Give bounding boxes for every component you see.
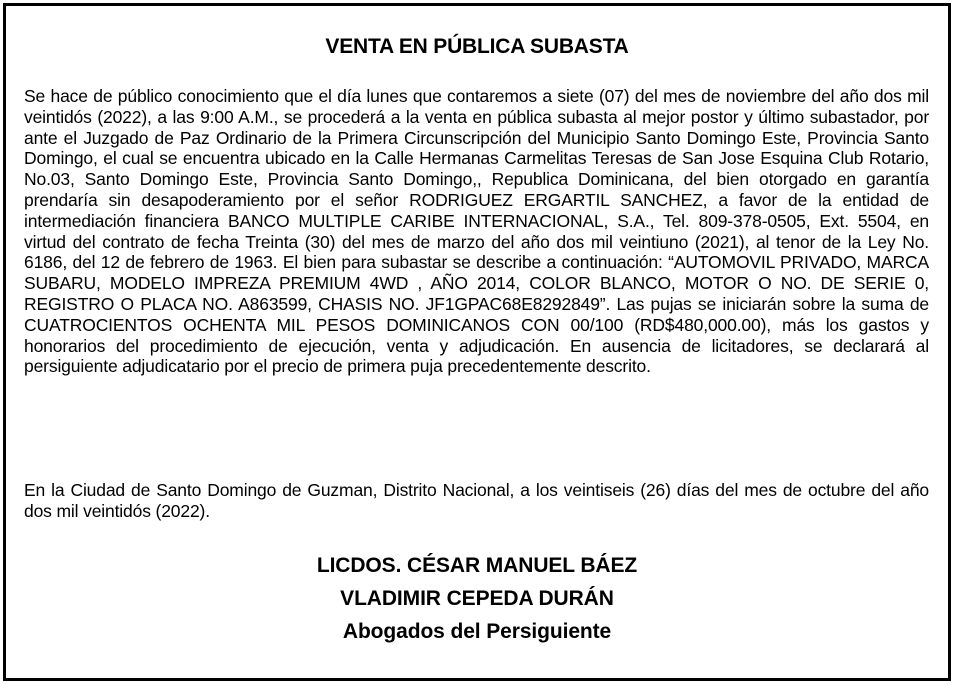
signature-lawyers-line-2: VLADIMIR CEPEDA DURÁN [340, 587, 614, 610]
auction-notice [3, 3, 951, 681]
signature-role: Abogados del Persiguiente [342, 620, 612, 643]
signature-block [6, 549, 948, 648]
notice-body-paragraph: Se hace de público conocimiento que el día lunes que contaremos a siete (07) del mes de noviembre del año dos mil veintidós (2022), a las 9:00 A.M., se procederá a la venta en pública subasta al mejor postor y último subastador, por ante el Juzgado de Paz Ordinario de la Primera Circunscripción del Municipio Santo Domingo Este, Provincia Santo Domingo, el cual se encuentra ubicado en la Calle Hermanas Carmelitas Teresas de San Jose Esquina Club Rotario, No.03, Santo Domingo Este, Provincia Santo Domingo,, Republica Dominicana, del bien otorgado en garantía prendaría sin desapoderamiento por el señor RODRIGUEZ ERGARTIL SANCHEZ, a favor de la entidad de intermediación financiera BANCO MULTIPLE CARIBE INTERNACIONAL, S.A., Tel. 809-378-0505, Ext. 5504, en virtud del contrato de fecha Treinta (30) del mes de marzo del año dos mil veintiuno (2021), al tenor de la Ley No. 6186, del 12 de febrero de 1963. El bien para subastar se describe a continuación: “AUTOMOVIL PRIVADO, MARCA SUBARU, MODELO IMPREZA PREMIUM 4WD , AÑO 2014, COLOR BLANCO, MOTOR O NO. DE SERIE 0, REGISTRO O PLACA NO. A863599, CHASIS NO. JF1GPAC68E8292849”. Las pujas se iniciarán sobre la suma de CUATROCIENTOS OCHENTA MIL PESOS DOMINICANOS CON 00/100 (RD$480,000.00), más los gastos y honorarios del procedimiento de ejecución, venta y adjudicación. En ausencia de licitadores, se declarará al persiguiente adjudicatario por el precio de primera puja precedentemente descrito. [24, 86, 929, 377]
notice-title: VENTA EN PÚBLICA SUBASTA [325, 35, 629, 58]
signature-lawyers-line-1: LICDOS. CÉSAR MANUEL BÁEZ [316, 554, 638, 577]
notice-date-paragraph: En la Ciudad de Santo Domingo de Guzman, Distrito Nacional, a los veintiseis (26) días del mes de octubre del año dos mil veintidós (2022). [24, 480, 929, 521]
